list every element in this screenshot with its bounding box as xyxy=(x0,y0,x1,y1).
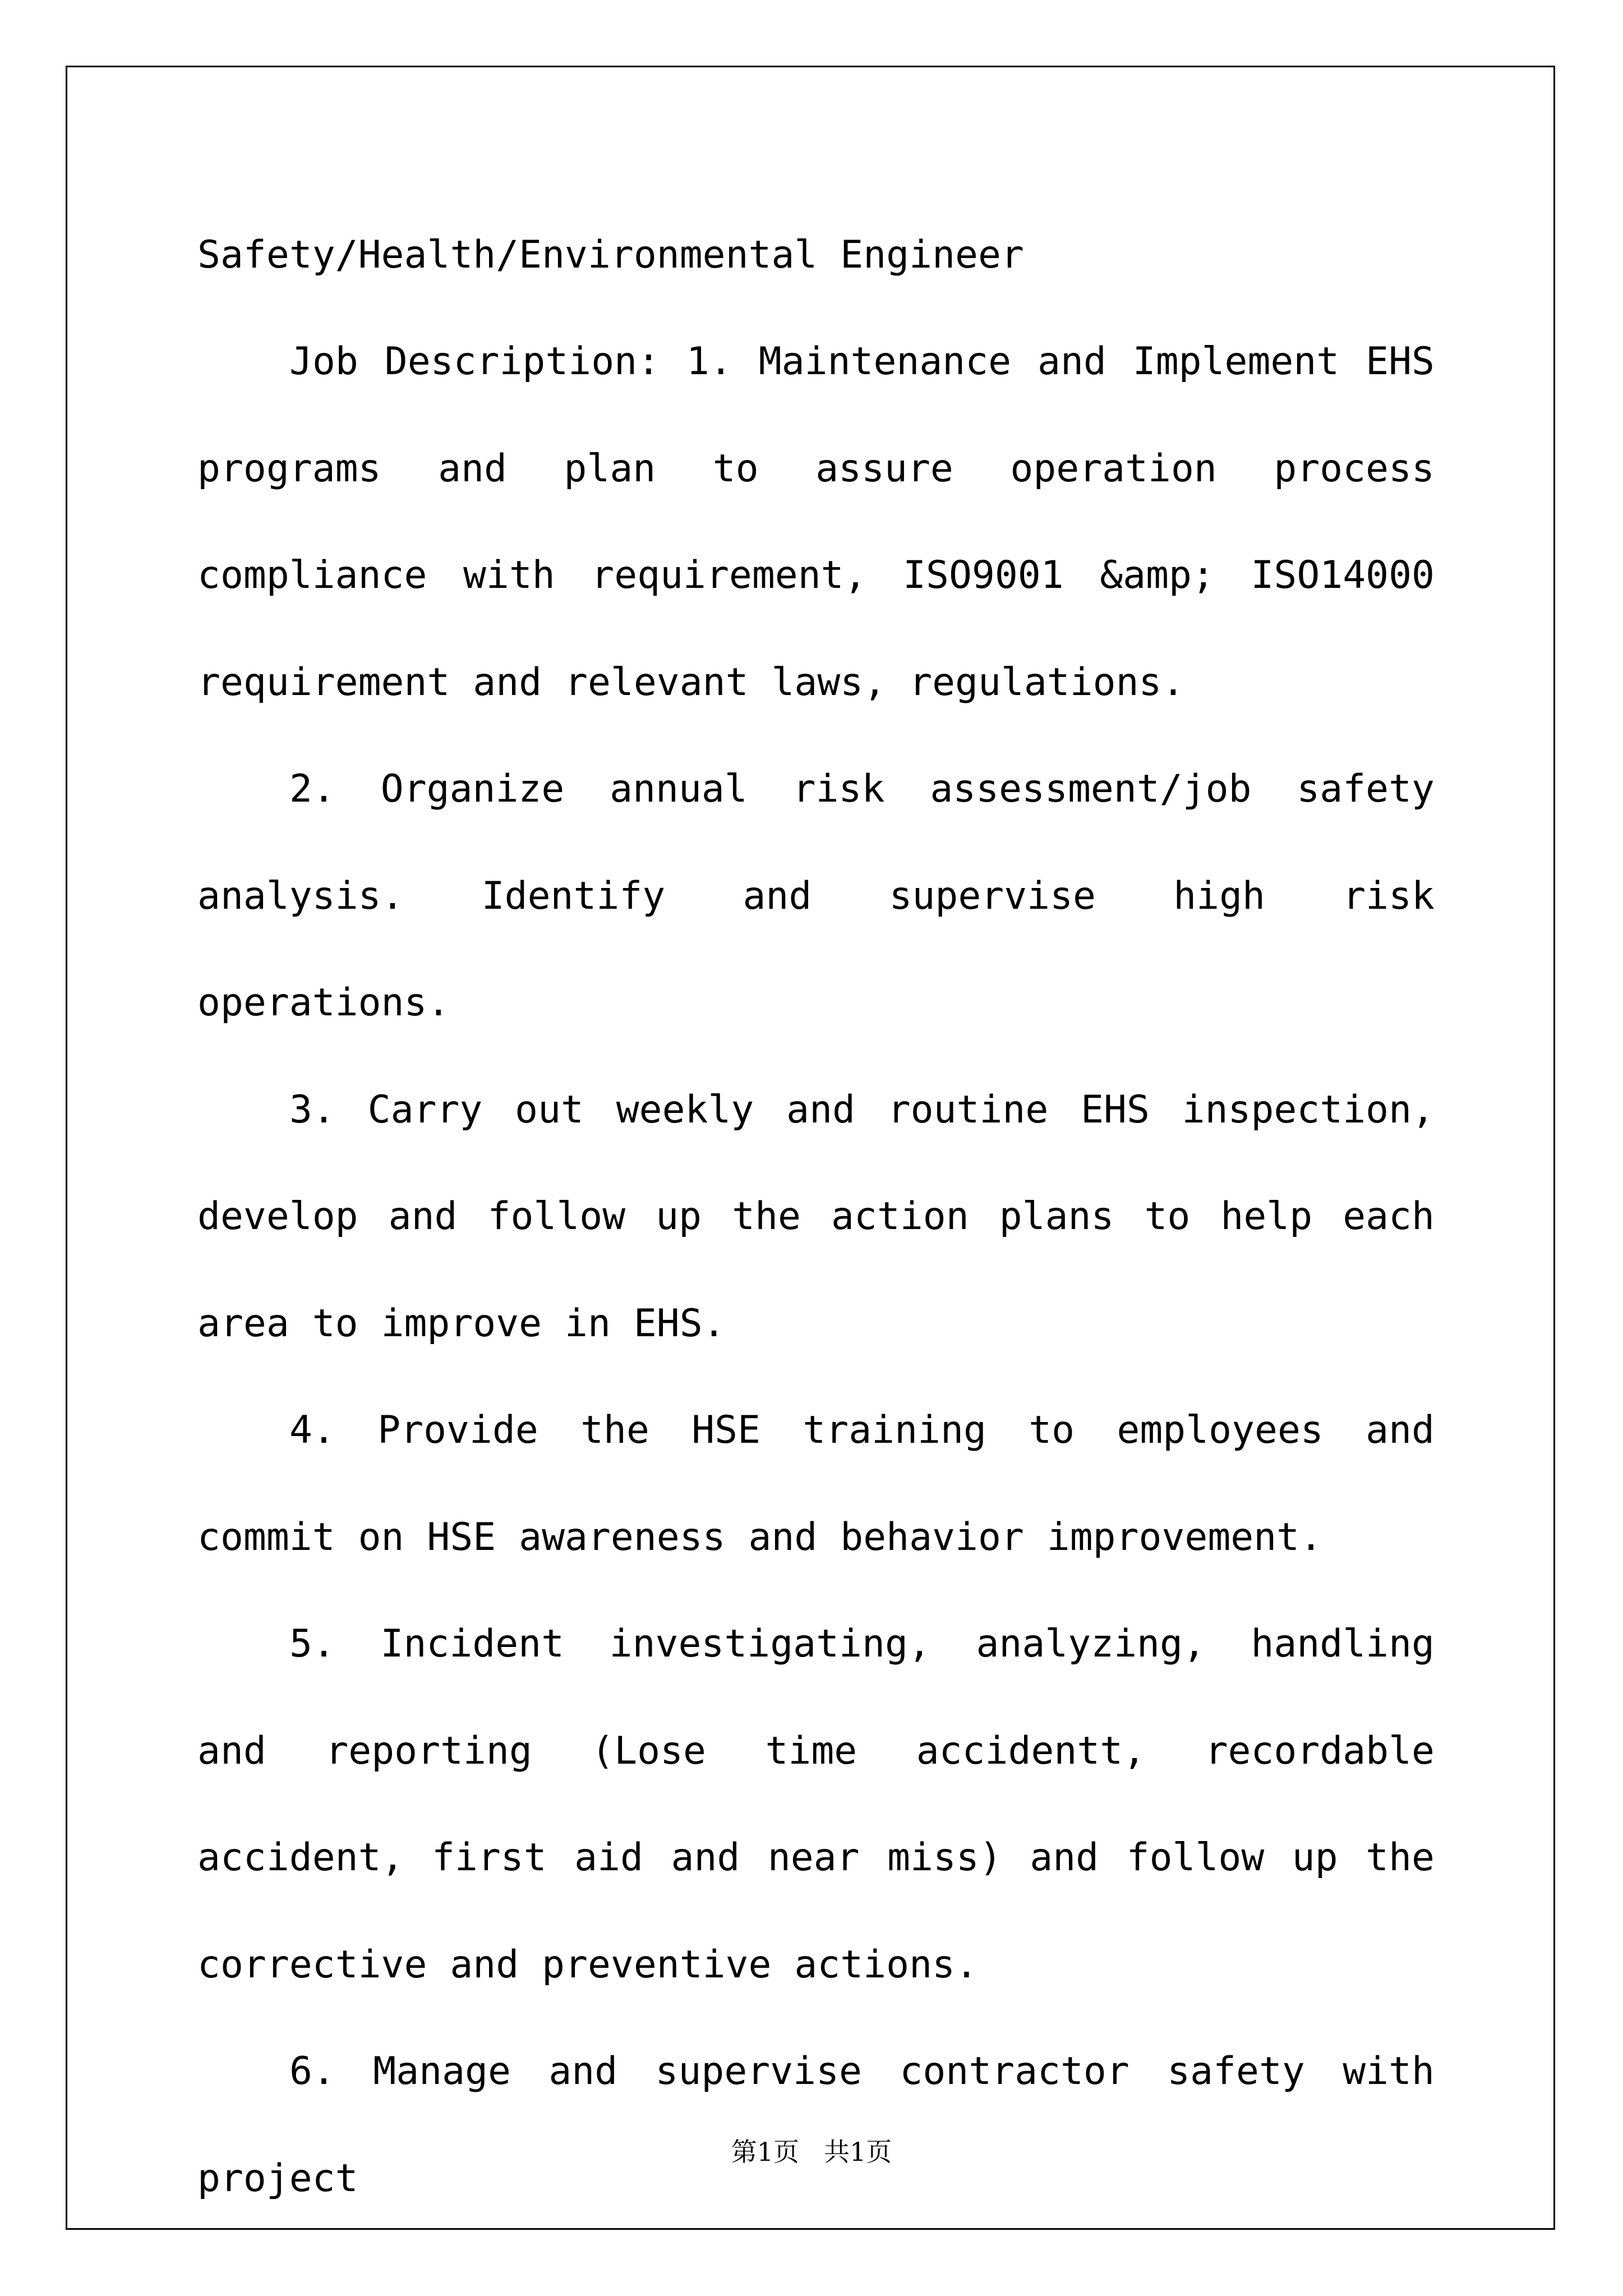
document-title: Safety/Health/Environmental Engineer xyxy=(197,233,1024,277)
paragraph-item-3: 3. Carry out weekly and routine EHS inspection, develop and follow up the action plans to help each area to improve in EHS. xyxy=(197,1087,1435,1346)
paragraph-item-6: 6. Manage and supervise contractor safety with project xyxy=(197,2049,1435,2201)
paragraph-item-4: 4. Provide the HSE training to employees and commit on HSE awareness and behavior improvement. xyxy=(197,1408,1435,1559)
page-footer xyxy=(0,2132,1623,2169)
document-body xyxy=(197,202,1435,2232)
paragraph-item-2: 2. Organize annual risk assessment/job safety analysis. Identify and supervise high risk operations. xyxy=(197,767,1435,1025)
paragraph-job-description: Job Description: 1. Maintenance and Implement EHS programs and plan to assure operation process compliance with requirement, ISO9001 &amp; ISO14000 requirement and relevant laws, regulations. xyxy=(197,339,1435,705)
page-total: 共1页 xyxy=(823,2137,892,2167)
paragraph-item-5: 5. Incident investigating, analyzing, handling and reporting (Lose time accidentt, recordable accident, first aid and near miss) and follow up the corrective and preventive actions. xyxy=(197,1622,1435,1987)
page-number: 第1页 xyxy=(731,2137,800,2167)
